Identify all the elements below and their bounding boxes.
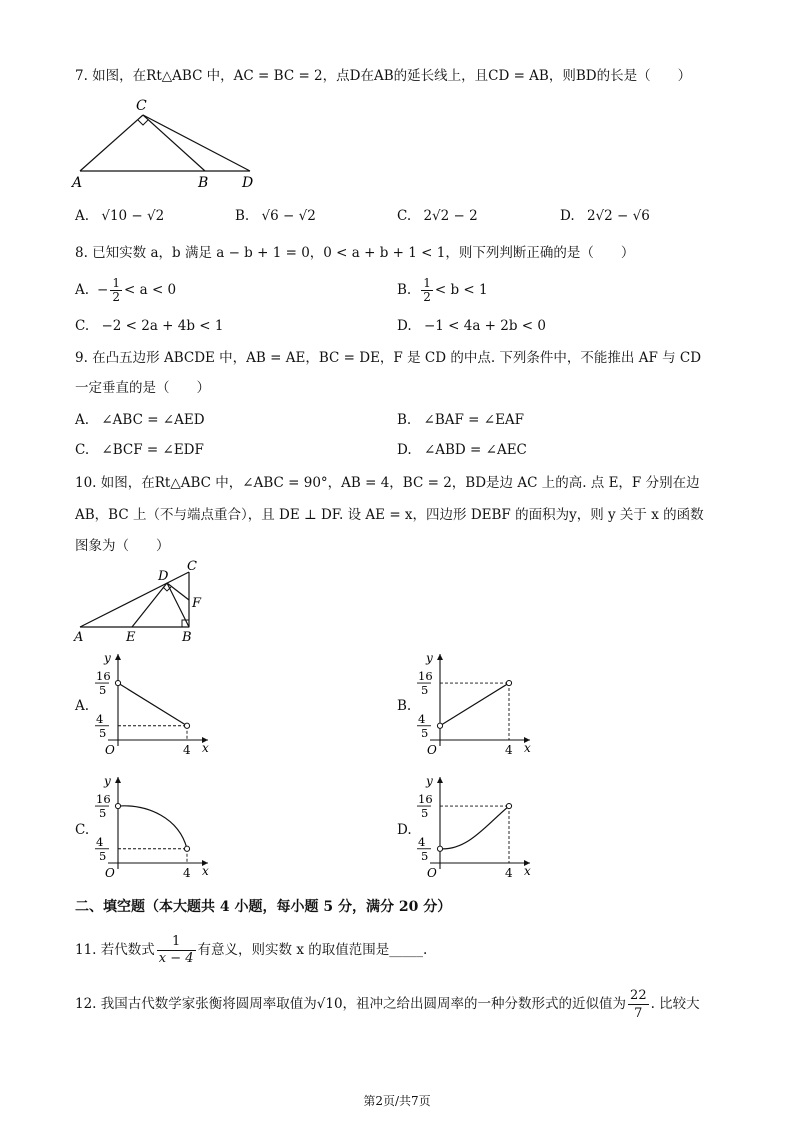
- q10-d-end-point: [506, 803, 511, 808]
- q9-option-a-text: ∠ABC = ∠AED: [101, 412, 205, 428]
- q8-option-a-key: A.: [75, 282, 90, 298]
- q11: [75, 930, 427, 970]
- q7-option-c-text: 2√2 − 2: [423, 208, 478, 224]
- q10-option-b-graph[interactable]: [412, 648, 542, 760]
- q10-d-y-high-numerator: 16: [418, 792, 433, 807]
- q10-c-y-high-numerator: 16: [96, 792, 111, 807]
- q10-c-x-label: x: [202, 864, 209, 878]
- q8-option-a-fraction: [110, 277, 122, 304]
- q9-option-a[interactable]: [75, 410, 205, 430]
- q11-text-before: 11. 若代数式: [75, 942, 155, 958]
- q7-right-angle-mark: [138, 120, 148, 125]
- q9-stem-line2: 一定垂直的是（ ）: [75, 380, 210, 396]
- q10-c-start-point: [115, 803, 120, 808]
- q11-denominator: x − 4: [158, 950, 194, 966]
- q10-option-c-graph[interactable]: [90, 771, 220, 883]
- q10-d-y-arrow: [437, 777, 443, 783]
- q8-option-a-text: < a < 0: [124, 282, 177, 298]
- q9-option-c[interactable]: [75, 440, 204, 460]
- q7-option-b-text: √6 − √2: [261, 208, 316, 224]
- q10-b-x-label: x: [524, 741, 531, 755]
- q12-text-before: 12. 我国古代数学家张衡将圆周率取值为√10，祖冲之给出圆周率的一种分数形式的近似值为: [75, 996, 627, 1012]
- q9-option-d[interactable]: [397, 440, 527, 460]
- q8-option-b-fraction: [421, 277, 433, 304]
- q11-fraction: [157, 934, 196, 967]
- q8-option-b-denominator: 2: [423, 289, 431, 304]
- q8-option-d-key: D.: [397, 318, 412, 334]
- q10-segment-df: [167, 583, 189, 600]
- q7-stem: 7. 如图，在Rt△ABC 中，AC = BC = 2，点D在AB的延长线上，且CD = AB，则BD的长是（ ）: [75, 68, 692, 84]
- q9-option-a-key: A.: [75, 412, 90, 428]
- q7-option-d[interactable]: [560, 206, 650, 226]
- q10-d-start-point: [437, 846, 442, 851]
- q10-a-start-point: [115, 680, 120, 685]
- q10-option-a-graph[interactable]: [90, 648, 220, 760]
- q10-label-f: F: [192, 596, 202, 611]
- q11-numerator: 1: [157, 934, 196, 951]
- q7-option-d-key: D.: [560, 208, 575, 224]
- q10-b-start-point: [437, 723, 442, 728]
- q9-option-b-text: ∠BAF = ∠EAF: [423, 412, 525, 428]
- q10-c-y-low-numerator: 4: [96, 834, 104, 849]
- q10-b-y-high-denominator: 5: [421, 683, 429, 698]
- q12-denominator: 7: [634, 1005, 643, 1021]
- q10-c-y-high-denominator: 5: [99, 806, 107, 821]
- q8-option-a[interactable]: [75, 272, 176, 308]
- section-title: 二、填空题（本大题共 4 小题，每小题 5 分，满分 20 分）: [75, 899, 452, 915]
- q10-triangle-figure: [68, 556, 218, 646]
- q12-numerator: 22: [630, 987, 647, 1003]
- q10-option-c-key[interactable]: C.: [75, 822, 90, 838]
- q10-b-x-tick-label: 4: [505, 743, 513, 757]
- q10-b-function-curve: [440, 683, 509, 726]
- q10-label-e: E: [126, 630, 136, 645]
- q10-d-function-curve: [440, 806, 509, 849]
- q8-option-a-denominator: 2: [112, 289, 120, 304]
- q8-option-a-sign: −: [97, 282, 109, 298]
- q10-option-d-key[interactable]: D.: [397, 822, 412, 838]
- q10-a-y-low-numerator: 4: [96, 711, 104, 726]
- q10-c-x-tick-label: 4: [183, 866, 191, 880]
- q10-segment-ac: [80, 572, 189, 627]
- q10-c-y-low-denominator: 5: [99, 848, 107, 863]
- q7-option-b[interactable]: [235, 206, 316, 226]
- q7-option-b-key: B.: [235, 208, 250, 224]
- q10-label-a: A: [74, 630, 84, 645]
- q10-option-b-key[interactable]: B.: [397, 698, 412, 714]
- q8-option-c-text: −2 < 2a + 4b < 1: [101, 318, 224, 334]
- q12-fraction: [628, 987, 649, 1022]
- q8-option-d-text: −1 < 4a + 2b < 0: [423, 318, 546, 334]
- q12-text-after: . 比较大: [650, 996, 700, 1012]
- q10-a-origin-label: O: [105, 743, 115, 757]
- q10-c-origin-label: O: [105, 866, 115, 880]
- q10-b-y-low-denominator: 5: [421, 725, 429, 740]
- q10-b-y-low-numerator: 4: [418, 711, 426, 726]
- q10-d-x-label: x: [524, 864, 531, 878]
- q9-stem-line1: 9. 在凸五边形 ABCDE 中，AB = AE，BC = DE，F 是 CD 的中点. 下列条件中，不能推出 AF 与 CD: [75, 350, 702, 366]
- q9-option-d-key: D.: [397, 442, 412, 458]
- q10-b-y-arrow: [437, 654, 443, 660]
- q10-stem-line2: AB，BC 上（不与端点重合），且 DE ⊥ DF. 设 AE = x，四边形 DEBF 的面积为y，则 y 关于 x 的函数: [75, 507, 704, 523]
- q8-option-d[interactable]: [397, 316, 546, 336]
- q10-c-y-arrow: [115, 777, 121, 783]
- q7-option-a-key: A.: [75, 208, 90, 224]
- q8-option-a-numerator: 1: [112, 275, 120, 290]
- q7-triangle-figure: [68, 94, 268, 190]
- q10-c-function-curve: [118, 806, 187, 849]
- q10-label-b: B: [182, 630, 192, 645]
- q10-d-y-high-denominator: 5: [421, 806, 429, 821]
- q9-option-d-text: ∠ABD = ∠AEC: [423, 442, 527, 458]
- q10-a-x-label: x: [202, 741, 209, 755]
- q8-option-b-numerator: 1: [423, 275, 431, 290]
- q10-a-y-high-numerator: 16: [96, 669, 111, 684]
- q10-d-y-label: y: [426, 774, 433, 788]
- q8-option-c-key: C.: [75, 318, 90, 334]
- q10-b-y-label: y: [426, 651, 433, 665]
- q10-label-c: C: [187, 559, 197, 574]
- q10-a-y-high-denominator: 5: [99, 683, 107, 698]
- q10-label-d: D: [158, 569, 169, 584]
- q10-a-function-curve: [118, 683, 187, 726]
- q10-b-y-high-numerator: 16: [418, 669, 433, 684]
- q7-option-a[interactable]: [75, 206, 164, 226]
- q10-a-x-tick-label: 4: [183, 743, 191, 757]
- q7-label-d: D: [242, 175, 254, 190]
- q7-option-d-text: 2√2 − √6: [586, 208, 650, 224]
- q7-option-c[interactable]: [397, 206, 478, 226]
- q8-stem: 8. 已知实数 a，b 满足 a − b + 1 = 0，0 < a + b + 1 < 1，则下列判断正确的是（ ）: [75, 245, 635, 261]
- q10-segment-de: [132, 583, 167, 627]
- q8-option-b-text: < b < 1: [434, 282, 488, 298]
- q8-option-b-key: B.: [397, 282, 412, 298]
- q7-option-c-key: C.: [397, 208, 412, 224]
- q10-c-y-label: y: [104, 774, 111, 788]
- page-footer: 第2页/共7页: [363, 1094, 431, 1108]
- q7-label-b: B: [198, 175, 209, 190]
- q10-a-end-point: [184, 723, 189, 728]
- q11-text-after: 有意义，则实数 x 的取值范围是_____.: [197, 942, 428, 958]
- q9-option-b-key: B.: [397, 412, 412, 428]
- q10-stem-line1: 10. 如图，在Rt△ABC 中，∠ABC = 90°，AB = 4，BC = 2，BD是边 AC 上的高. 点 E，F 分别在边: [75, 475, 700, 491]
- q10-stem-line3: 图象为（ ）: [75, 538, 170, 554]
- q10-d-x-tick-label: 4: [505, 866, 513, 880]
- q7-segment-ac: [80, 115, 143, 171]
- q10-option-d-graph[interactable]: [412, 771, 542, 883]
- q7-label-c: C: [136, 98, 147, 114]
- q10-d-y-low-numerator: 4: [418, 834, 426, 849]
- q9-option-c-text: ∠BCF = ∠EDF: [101, 442, 204, 458]
- q10-option-a-key[interactable]: A.: [75, 698, 90, 714]
- q10-c-end-point: [184, 846, 189, 851]
- q10-a-y-arrow: [115, 654, 121, 660]
- q9-option-c-key: C.: [75, 442, 90, 458]
- q7-label-a: A: [72, 175, 83, 190]
- q12: [75, 982, 700, 1026]
- q10-d-origin-label: O: [427, 866, 437, 880]
- q8-option-b[interactable]: [397, 272, 488, 308]
- q7-option-a-text: √10 − √2: [101, 208, 165, 224]
- q10-b-end-point: [506, 680, 511, 685]
- q8-option-c[interactable]: [75, 316, 223, 336]
- q10-a-y-label: y: [104, 651, 111, 665]
- q10-b-origin-label: O: [427, 743, 437, 757]
- q10-d-y-low-denominator: 5: [421, 848, 429, 863]
- q9-option-b[interactable]: [397, 410, 524, 430]
- q10-a-y-low-denominator: 5: [99, 725, 107, 740]
